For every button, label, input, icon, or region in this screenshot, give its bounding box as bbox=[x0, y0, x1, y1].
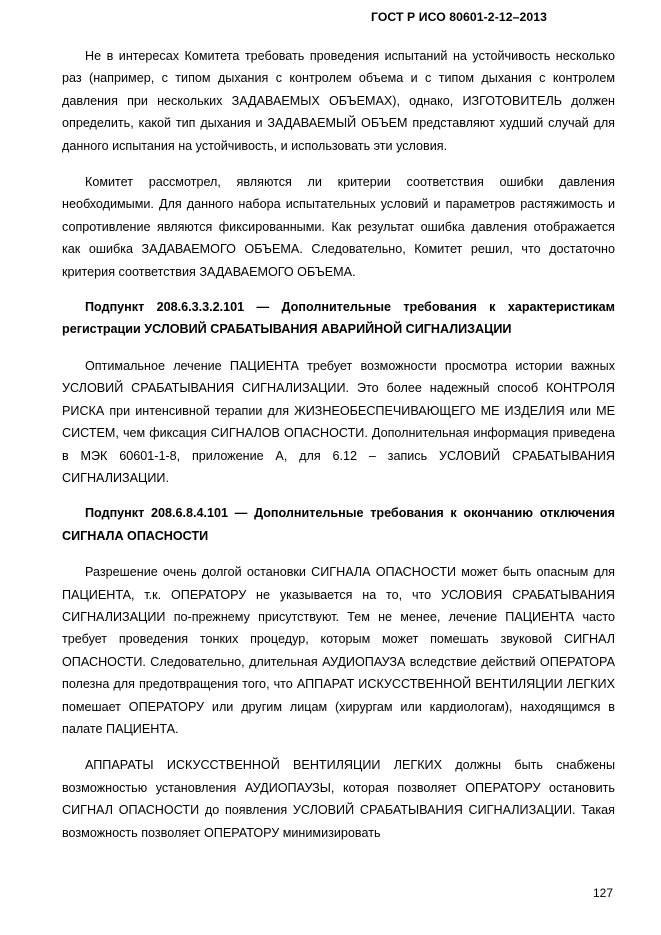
paragraph-audio-pause: Разрешение очень долгой остановки СИГНАЛА ОПАСНОСТИ может быть опасным для ПАЦИЕНТА, т.к. ОПЕРАТОРУ не указывается на то, что УСЛОВИЯ СРАБАТЫВАНИЯ СИГНАЛИЗАЦИИ по-прежнему присутствуют. Тем не менее, лечение ПАЦИЕНТА часто требует проведения тонких процедур, которым может помешать звуковой СИГНАЛ ОПАСНОСТИ. Следовательно, длительная АУДИОПАУЗА вследствие действий ОПЕРАТОРА полезна для предотвращения того, что АППАРАТ ИСКУССТВЕННОЙ ВЕНТИЛЯЦИИ ЛЕГКИХ помешает ОПЕРАТОРУ или другим лицам (хирургам или кардиологам), находящимся в палате ПАЦИЕНТА. bbox=[62, 565, 615, 736]
subsection-heading-208-6-8-4-101: Подпункт 208.6.8.4.101 — Дополнительные требования к окончанию отключения СИГНАЛА ОПАСНОСТИ bbox=[62, 506, 615, 543]
paragraph-pressure-error: Комитет рассмотрел, являются ли критерии соответствия ошибки давления необходимыми. Для данного набора испытательных условий и параметров растяжимость и сопротивление являются фиксированными. Как результат ошибка давления отображается как ошибка ЗАДАВАЕМОГО ОБЪЕМА. Следовательно, Комитет решил, что достаточно критерия соответствия ЗАДАВАЕМОГО ОБЪЕМА. bbox=[62, 175, 615, 279]
body-text bbox=[62, 45, 615, 844]
page-number: 127 bbox=[592, 886, 613, 900]
paragraph-alarm-history: Оптимальное лечение ПАЦИЕНТА требует возможности просмотра истории важных УСЛОВИЙ СРАБАТЫВАНИЯ СИГНАЛИЗАЦИИ. Это более надежный способ КОНТРОЛЯ РИСКА при интенсивной терапии для ЖИЗНЕОБЕСПЕЧИВАЮЩЕГО МЕ ИЗДЕЛИЯ или МЕ СИСТЕМ, чем фиксация СИГНАЛОВ ОПАСНОСТИ. Дополнительная информация приведена в МЭК 60601-1-8, приложение А, для 6.12 – запись УСЛОВИЙ СРАБАТЫВАНИЯ СИГНАЛИЗАЦИИ. bbox=[62, 358, 615, 485]
subsection-heading-208-6-3-3-2-101: Подпункт 208.6.3.3.2.101 — Дополнительные требования к характеристикам регистрации УСЛОВИЙ СРАБАТЫВАНИЯ АВАРИЙНОЙ СИГНАЛИЗАЦИИ bbox=[62, 300, 615, 337]
standard-header: ГОСТ Р ИСО 80601-2-12–2013 bbox=[370, 10, 547, 24]
paragraph-ventilator-audio-pause: АППАРАТЫ ИСКУССТВЕННОЙ ВЕНТИЛЯЦИИ ЛЕГКИХ должны быть снабжены возможностью установления АУДИОПАУЗЫ, которая позволяет ОПЕРАТОРУ остановить СИГНАЛ ОПАСНОСТИ до появления УСЛОВИЙ СРАБАТЫВАНИЯ СИГНАЛИЗАЦИИ. Такая возможность позволяет ОПЕРАТОРУ минимизировать bbox=[62, 758, 615, 840]
paragraph-test-stability: Не в интересах Комитета требовать проведения испытаний на устойчивость несколько раз (например, с типом дыхания с контролем объема и с типом дыхания с контролем давления при нескольких ЗАДАВАЕМЫХ ОБЪЕМАХ), однако, ИЗГОТОВИТЕЛЬ должен определить, какой тип дыхания и ЗАДАВАЕМЫЙ ОБЪЕМ представляют худший случай для данного испытания на устойчивость, и использовать эти условия. bbox=[62, 49, 615, 153]
